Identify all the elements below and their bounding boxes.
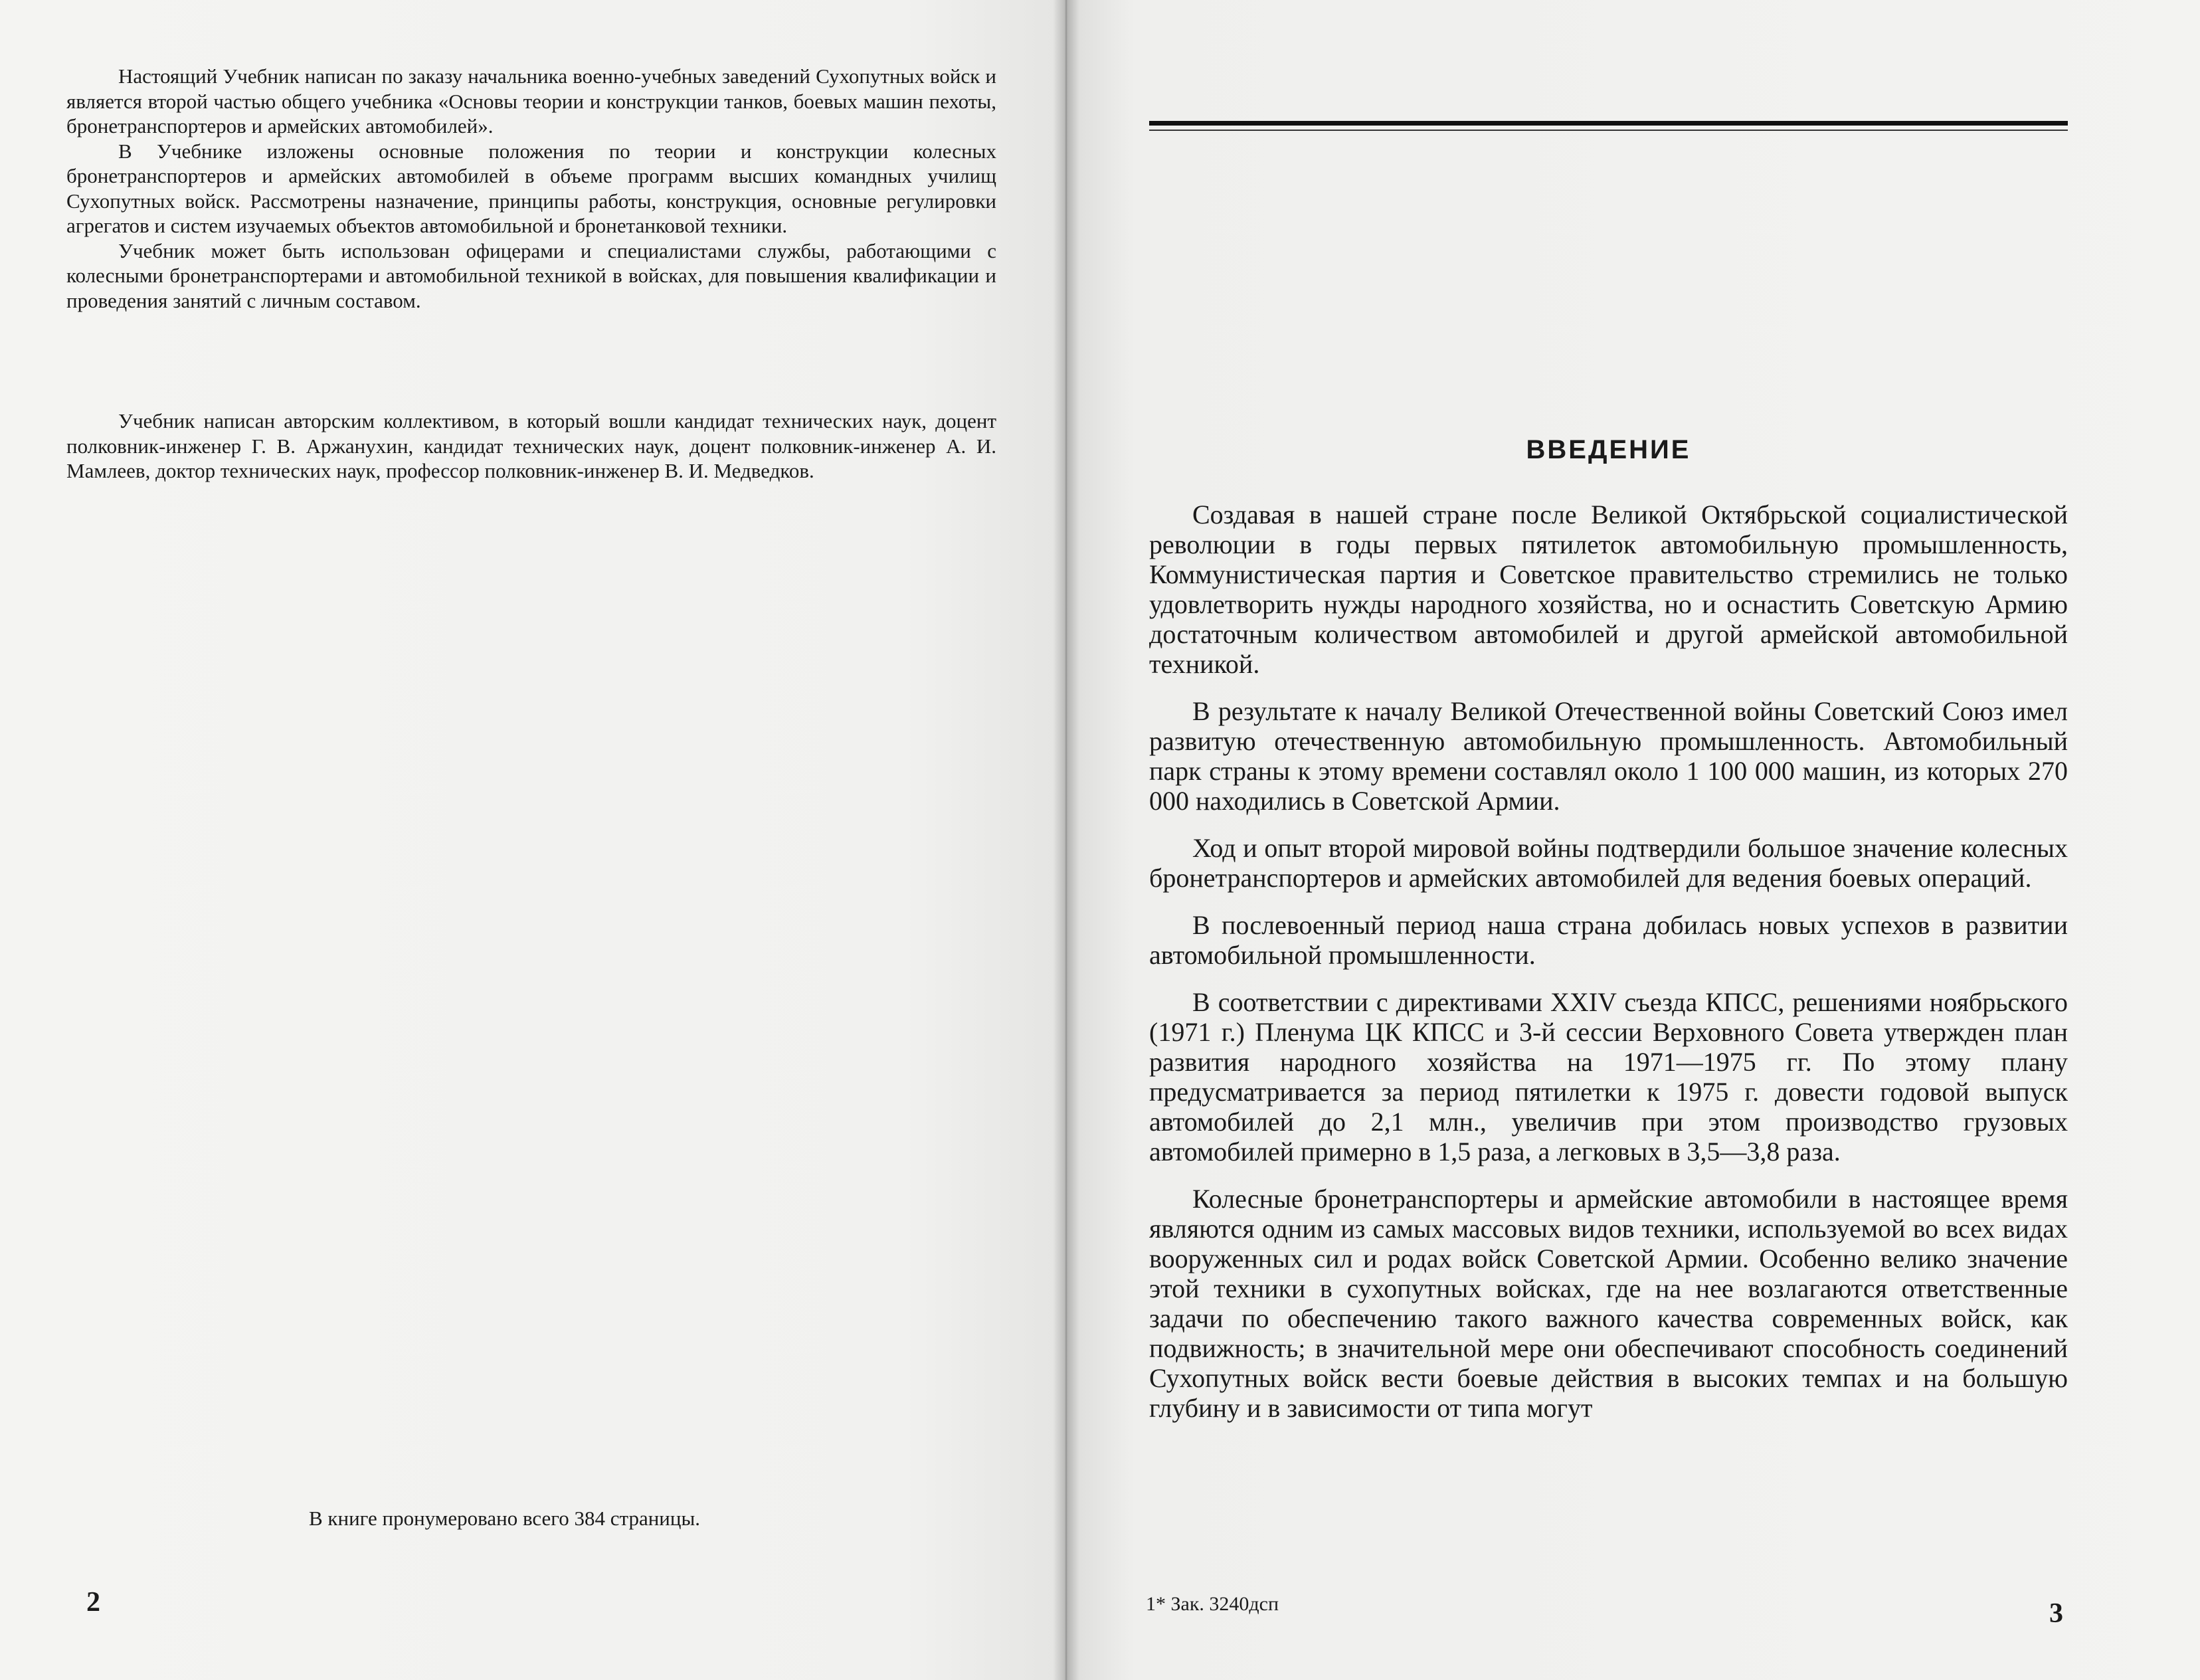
intro-paragraph: Создавая в нашей стране после Великой Октябрьской социалистической революции в годы первых пятилеток автомобильную промышленность, Коммунистическая партия и Советское правительство стремились не только удовлетворить нужды народного хозяйства, но и оснастить Советскую Армию достаточным количеством автомобилей и другой армейской автомобильной техникой.	[1149, 500, 2068, 679]
preface-paragraph: В Учебнике изложены основные положения по теории и конструкции колесных бронетранспортеров и армейских автомобилей в объеме программ высших командных училищ Сухопутных войск. Рассмотрены назначение, принципы работы, конструкция, основные регулировки агрегатов и систем изучаемых объектов автомобильной и бронетанковой техники.	[66, 139, 996, 237]
authors-note	[66, 409, 996, 484]
page-count-note: В книге пронумеровано всего 384 страницы.	[309, 1507, 701, 1530]
left-page	[0, 0, 1066, 1680]
page-number-right: 3	[2049, 1598, 2063, 1629]
intro-paragraph: В послевоенный период наша страна добилась новых успехов в развитии автомобильной промышленности.	[1149, 910, 2068, 970]
intro-paragraph: В результате к началу Великой Отечественной войны Советский Союз имел развитую отечественную автомобильную промышленность. Автомобильный парк страны к этому времени составлял около 1 100 000 машин, из которых 270 000 находились в Советской Армии.	[1149, 696, 2068, 816]
authors-paragraph: Учебник написан авторским коллективом, в который вошли кандидат технических наук, доцент полковник-инженер Г. В. Аржанухин, кандидат технических наук, доцент полковник-инженер А. И. Мамлеев, доктор технических наук, профессор полковник-инженер В. И. Медведков.	[66, 409, 996, 482]
order-note: 1* Зак. 3240дсп	[1146, 1593, 1279, 1615]
preface-paragraph: Настоящий Учебник написан по заказу начальника военно-учебных заведений Сухопутных войск и является второй частью общего учебника «Основы теории и конструкции танков, боевых машин пехоты, бронетранспортеров и армейских автомобилей».	[66, 64, 996, 138]
header-rule-thin	[1149, 130, 2068, 131]
intro-paragraph: Ход и опыт второй мировой войны подтвердили большое значение колесных бронетранспортеров и армейских автомобилей для ведения боевых операций.	[1149, 833, 2068, 893]
preface-paragraph: Учебник может быть использован офицерами и специалистами службы, работающими с колесными бронетранспортерами и автомобильной техникой в войсках, для повышения квалификации и проведения занятий с личным составом.	[66, 238, 996, 312]
preface-notes	[66, 64, 996, 313]
chapter-heading: ВВЕДЕНИЕ	[1526, 435, 1691, 464]
intro-body	[1149, 500, 2068, 1440]
book-gutter	[1053, 0, 1079, 1680]
page-number-left: 2	[86, 1587, 100, 1618]
header-rule-thick	[1149, 121, 2068, 126]
intro-paragraph: Колесные бронетранспортеры и армейские автомобили в настоящее время являются одним из самых массовых видов техники, используемой во всех видах вооруженных сил и родах войск Советской Армии. Особенно велико значение этой техники в сухопутных войсках, где на нее возлагаются ответственные задачи по обеспечению такого важного качества современных войск, как подвижность; в значительной мере они обеспечивают способность соединений Сухопутных войск вести боевые действия в высоких темпах и на большую глубину и в зависимости от типа могут	[1149, 1184, 2068, 1423]
intro-paragraph: В соответствии с директивами XXIV съезда КПСС, решениями ноябрьского (1971 г.) Пленума ЦК КПСС и 3-й сессии Верховного Совета утвержден план развития народного хозяйства на 1971—1975 гг. По этому плану предусматривается за период пятилетки к 1975 г. довести годовой выпуск автомобилей до 2,1 млн., увеличив при этом производство грузовых автомобилей примерно в 1,5 раза, а легковых в 3,5—3,8 раза.	[1149, 987, 2068, 1167]
